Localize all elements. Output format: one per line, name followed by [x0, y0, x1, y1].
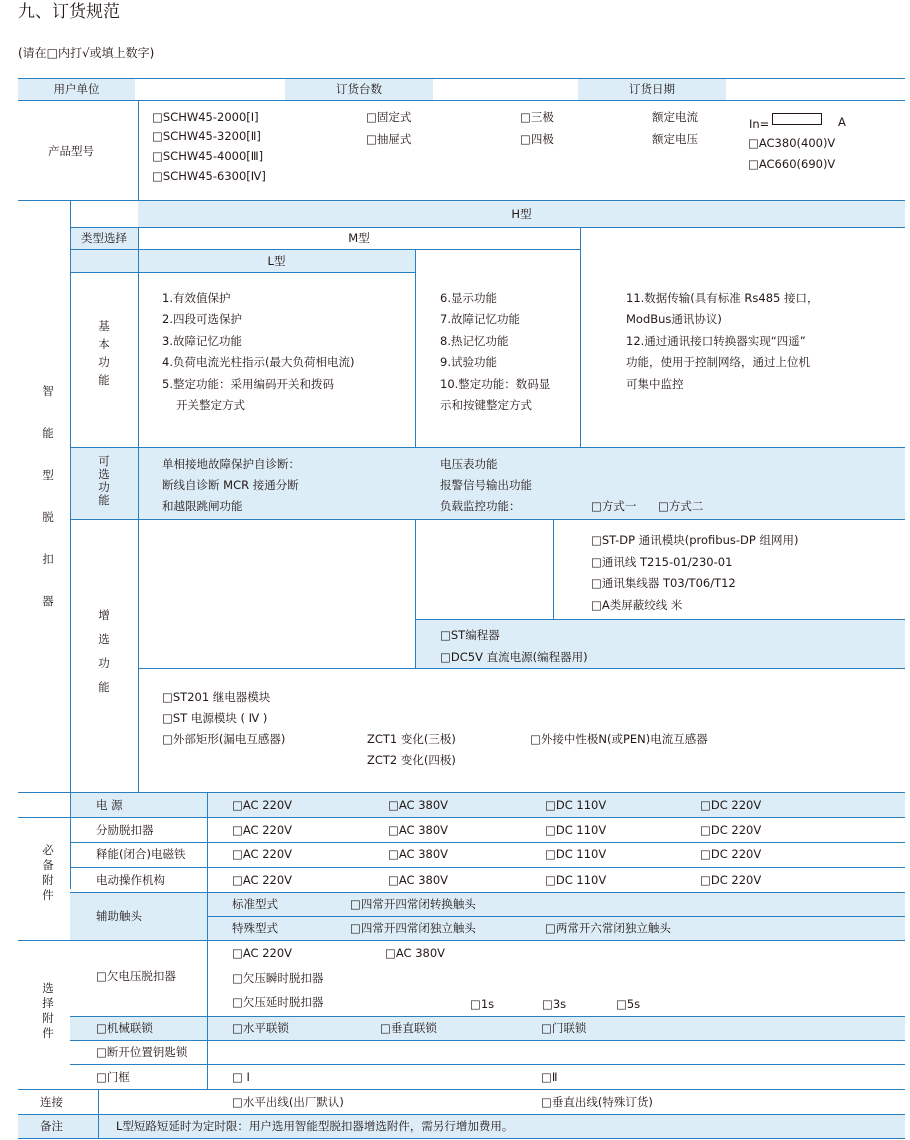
order-date-field[interactable] [727, 78, 904, 98]
mount-option[interactable]: □抽屉式 [366, 132, 412, 146]
mode-option[interactable]: □方式二 [658, 499, 704, 513]
basic-l-item: 5.整定功能：采用编码开关和拨码 [162, 377, 334, 391]
uv-delay-time[interactable]: □5s [616, 997, 641, 1011]
aux-standard-label: 标准型式 [232, 897, 278, 911]
required-option[interactable]: □AC 380V [388, 847, 449, 861]
door-frame-option[interactable]: □门框 [96, 1070, 130, 1084]
grid-line [18, 1114, 905, 1115]
grid-line [70, 842, 905, 843]
basic-functions-label [96, 317, 112, 389]
model-option[interactable]: □SCHW45-4000[Ⅲ] [152, 149, 264, 163]
interlock-fill [70, 1016, 905, 1040]
basic-l-item: 1.有效值保护 [162, 291, 231, 305]
connection-option[interactable]: □垂直出线(特殊订货) [541, 1095, 653, 1109]
in-unit: A [838, 115, 846, 129]
basic-m-item: 9.试验功能 [440, 355, 497, 369]
basic-h-item: 12.通过通讯接口转换器实现“四遥” [626, 334, 806, 348]
voltage-option[interactable]: □AC660(690)V [748, 157, 836, 171]
model-option[interactable]: □SCHW45-3200[Ⅱ] [152, 129, 261, 143]
uv-voltage-option[interactable]: □AC 380V [385, 946, 446, 960]
interlock-option[interactable]: □机械联锁 [96, 1021, 153, 1035]
grid-line [98, 1089, 99, 1138]
extra-functions-label-text: 增选功能 [98, 608, 110, 694]
extra-h-item[interactable]: □通讯线 T215-01/230-01 [591, 555, 733, 569]
required-option[interactable]: □DC 110V [545, 847, 607, 861]
grid-line [18, 792, 905, 793]
grid-line [70, 867, 905, 868]
extra-h-item[interactable]: □ST-DP 通讯模块(profibus-DP 组网用) [591, 533, 799, 547]
aux-special-label: 特殊型式 [232, 921, 278, 935]
product-model-label: 产品型号 [48, 144, 94, 158]
grid-line [580, 227, 581, 447]
order-qty-label: 订货台数 [336, 82, 382, 96]
extra-m-item[interactable]: □ST编程器 [440, 628, 500, 642]
connection-option[interactable]: □水平出线(出厂默认) [232, 1095, 344, 1109]
grid-line [18, 200, 905, 201]
basic-m-item: 8.热记忆功能 [440, 334, 509, 348]
in-input[interactable] [772, 113, 822, 125]
extra-functions-label [96, 603, 112, 699]
grid-line [207, 792, 208, 1089]
grid-line [415, 519, 416, 668]
required-option[interactable]: □AC 220V [232, 823, 293, 837]
aux-option[interactable]: □四常开四常闭转换触头 [350, 897, 476, 911]
grid-line [70, 892, 905, 893]
basic-h-item: ModBus通讯协议) [626, 312, 722, 326]
grid-line [70, 447, 905, 448]
grid-line [70, 272, 415, 273]
grid-line [138, 668, 905, 669]
extra-m-item[interactable]: □DC5V 直流电源(编程器用) [440, 650, 588, 664]
basic-h-item: 可集中监控 [626, 377, 684, 391]
grid-line [18, 1089, 905, 1090]
voltage-option[interactable]: □AC380(400)V [748, 136, 836, 150]
key-lock-option[interactable]: □断开位置钥匙锁 [96, 1045, 188, 1059]
basic-m-item: 7.故障记忆功能 [440, 312, 520, 326]
rated-voltage-label: 额定电压 [652, 132, 698, 146]
grid-line [70, 1016, 905, 1017]
m-type-label: M型 [348, 231, 370, 245]
power-option[interactable]: □DC 110V [545, 798, 607, 812]
extra-h-item[interactable]: □A类屏蔽绞线 米 [591, 598, 683, 612]
required-option[interactable]: □DC 220V [700, 873, 762, 887]
grid-line [415, 249, 416, 447]
interlock-type[interactable]: □水平联锁 [232, 1021, 289, 1035]
optional-m-item: 负载监控功能： [440, 499, 521, 513]
grid-line [415, 619, 905, 620]
grid-line [70, 227, 905, 228]
required-row-name: 电动操作机构 [96, 873, 165, 887]
required-option[interactable]: □DC 220V [700, 847, 762, 861]
rated-current-label: 额定电流 [652, 110, 698, 124]
optional-acc-label [40, 981, 56, 1041]
aux-contact-label: 辅助触头 [96, 909, 142, 923]
power-fill [70, 792, 905, 817]
uv-delay-option[interactable]: □欠压延时脱扣器 [232, 995, 324, 1009]
optional-m-item: 电压表功能 [440, 457, 498, 471]
basic-m-item: 6.显示功能 [440, 291, 497, 305]
required-row-name: 分励脱扣器 [96, 823, 154, 837]
uv-instant-option[interactable]: □欠压瞬时脱扣器 [232, 971, 324, 985]
grid-line [70, 249, 580, 250]
basic-h-item: 功能，使用于控制网络，通过上位机 [626, 355, 810, 369]
basic-l-item: 3.故障记忆功能 [162, 334, 242, 348]
order-qty-field[interactable] [434, 78, 577, 98]
grid-line [138, 227, 139, 792]
interlock-type[interactable]: □垂直联锁 [380, 1021, 437, 1035]
type-select-label: 类型选择 [81, 231, 127, 245]
h-type-label: H型 [511, 207, 532, 221]
connection-label: 连接 [40, 1095, 63, 1109]
grid-line [138, 100, 139, 200]
optional-m-item: 报警信号输出功能 [440, 478, 532, 492]
neutral-ct-option[interactable]: □外接中性极N(或PEN)电流互感器 [530, 732, 708, 746]
undervoltage-option[interactable]: □欠电压脱扣器 [96, 969, 176, 983]
required-option[interactable]: □AC 220V [232, 847, 293, 861]
mode-option[interactable]: □方式一 [591, 499, 637, 513]
poles-option[interactable]: □三极 [520, 110, 554, 124]
power-label: 电 源 [96, 798, 123, 812]
in-label: In= [749, 117, 770, 131]
smart-trip-label-text: 智能型脱扣器 [42, 384, 54, 608]
aux-option[interactable]: □四常开四常闭独立触头 [350, 921, 476, 935]
extra-all-item[interactable]: □ST201 继电器模块 [162, 690, 271, 704]
zct-item: ZCT2 变化(四极) [367, 753, 456, 767]
extra-all-item[interactable]: □外部矩形(漏电互感器) [162, 732, 286, 746]
required-acc-label-text: 必备附件 [42, 843, 54, 902]
door-frame-type[interactable]: □ Ⅰ [232, 1070, 250, 1084]
interlock-type[interactable]: □门联锁 [541, 1021, 587, 1035]
user-unit-field[interactable] [135, 78, 283, 98]
instruction-text: (请在□内打√或填上数字) [18, 46, 155, 60]
grid-line [553, 519, 554, 619]
grid-line [207, 916, 905, 917]
smart-trip-label [40, 370, 56, 622]
remark-label: 备注 [40, 1119, 63, 1133]
optional-l-item: 和越限跳闸功能 [162, 499, 243, 513]
grid-line [70, 200, 71, 889]
mount-option[interactable]: □固定式 [366, 110, 412, 124]
extra-all-item[interactable]: □ST 电源模块 ( Ⅳ ) [162, 711, 268, 725]
optional-acc-label-text: 选择附件 [42, 981, 54, 1040]
required-option[interactable]: □DC 220V [700, 823, 762, 837]
required-acc-label [40, 843, 56, 903]
extra-h-item[interactable]: □通讯集线器 T03/T06/T12 [591, 576, 736, 590]
l-type-label: L型 [267, 254, 286, 268]
optional-functions-label-text: 可选功能 [98, 454, 110, 507]
grid-line [70, 1040, 905, 1041]
optional-functions-label [96, 455, 112, 507]
uv-delay-time[interactable]: □3s [542, 997, 567, 1011]
required-option[interactable]: □AC 380V [388, 873, 449, 887]
optional-l-item: 单相接地故障保护自诊断： [162, 457, 300, 471]
poles-option[interactable]: □四极 [520, 132, 554, 146]
required-option[interactable]: □DC 110V [545, 873, 607, 887]
zct-item: ZCT1 变化(三极) [367, 732, 456, 746]
grid-line [70, 1064, 905, 1065]
required-option[interactable]: □DC 110V [545, 823, 607, 837]
basic-m-item: 示和按键整定方式 [440, 398, 532, 412]
power-option[interactable]: □AC 220V [232, 798, 293, 812]
door-frame-type[interactable]: □Ⅱ [541, 1070, 558, 1084]
required-option[interactable]: □AC 220V [232, 873, 293, 887]
aux-option[interactable]: □两常开六常闭独立触头 [545, 921, 671, 935]
grid-line [70, 519, 905, 520]
basic-functions-label-text: 基本功能 [98, 319, 110, 387]
grid-line [18, 100, 905, 101]
grid-line [18, 1138, 905, 1139]
user-unit-label: 用户单位 [53, 82, 100, 96]
basic-h-item: 11.数据传输(具有标准 Rs485 接口， [626, 291, 819, 305]
basic-l-item: 4.负荷电流光柱指示(最大负荷相电流) [162, 355, 355, 369]
uv-voltage-option[interactable]: □AC 220V [232, 946, 293, 960]
grid-line [18, 817, 905, 818]
remark-text: L型短路短延时为定时限：用户选用智能型脱扣器增选附件，需另行增加费用。 [116, 1119, 514, 1133]
required-option[interactable]: □AC 380V [388, 823, 449, 837]
grid-line [18, 940, 905, 941]
basic-l-item: 2.四段可选保护 [162, 312, 242, 326]
optional-l-item: 断线自诊断 MCR 接通分断 [162, 478, 299, 492]
power-option[interactable]: □DC 220V [700, 798, 762, 812]
page-title: 九、订货规范 [18, 2, 120, 22]
power-option[interactable]: □AC 380V [388, 798, 449, 812]
order-date-label: 订货日期 [629, 82, 675, 96]
model-option[interactable]: □SCHW45-2000[Ⅰ] [152, 110, 259, 124]
uv-delay-time[interactable]: □1s [470, 997, 495, 1011]
model-option[interactable]: □SCHW45-6300[Ⅳ] [152, 169, 266, 183]
basic-m-item: 10.整定功能：数码显 [440, 377, 551, 391]
basic-l-item: 开关整定方式 [176, 398, 245, 412]
required-row-name: 释能(闭合)电磁铁 [96, 847, 186, 861]
